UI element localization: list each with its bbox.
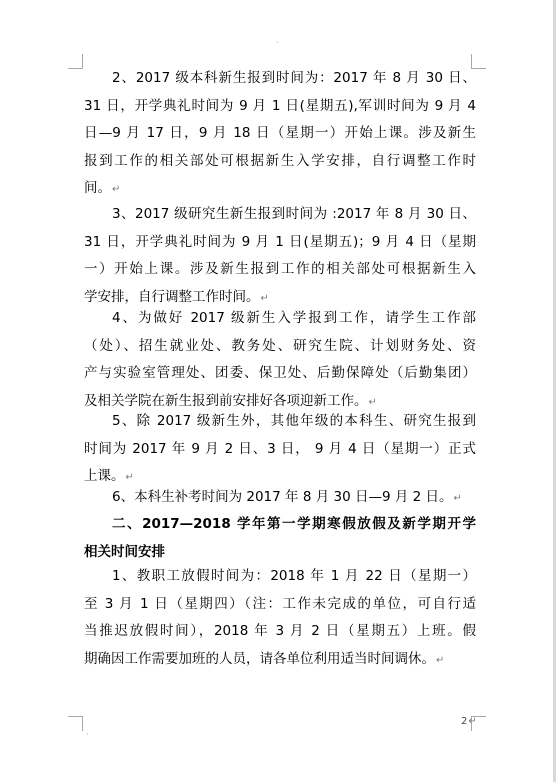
paragraph-line: 日—9 月 17 日，9 月 18 日（星期一）开始上课。涉及新生 (84, 125, 476, 141)
paragraph-line: 产与实验室管理处、团委、保卫处、后勤保障处（后勤集团） (84, 365, 476, 381)
paragraph-mark: ↵ (260, 292, 269, 304)
paragraph-mark: ↵ (368, 396, 377, 408)
paragraph-line: 相关时间安排 (84, 543, 165, 560)
page-number: 2↵ (461, 716, 477, 727)
paragraph-line: 1、教职工放假时间为：2018 年 1 月 22 日（星期一） (112, 568, 476, 584)
paragraph-line: 间。↵ (84, 180, 121, 196)
footer-paragraph-mark: · (86, 730, 89, 739)
paragraph-line: 上课。↵ (84, 468, 134, 484)
paragraph-line: 31 日，开学典礼时间为 9 月 1 日(星期五),军训时间为 9 月 4 (84, 97, 476, 114)
paragraph-mark: ↵ (125, 472, 134, 483)
crop-mark-top-right (471, 54, 486, 69)
paragraph-line: 至 3 月 1 日（星期四）（注：工作未完成的单位，可自行适 (84, 595, 476, 612)
paragraph-line: 期确因工作需要加班的人员，请各单位利用适当时间调休。↵ (84, 650, 445, 667)
paragraph-line: 5、除 2017 级新生外，其他年级的本科生、研究生报到 (112, 413, 476, 429)
paragraph-line: 学安排，自行调整工作时间。↵ (84, 288, 269, 305)
paragraph-line: 2、2017 级本科新生报到时间为：2017 年 8 月 30 日、 (112, 70, 476, 86)
crop-mark-top-left (68, 54, 83, 69)
paragraph-line: 6、本科生补考时间为 2017 年 8 月 30 日—9 月 2 日。↵ (112, 489, 462, 505)
paragraph-mark: ↵ (112, 184, 121, 195)
paragraph-mark: ↵ (453, 493, 462, 504)
paragraph-line: 4、为做好 2017 级新生入学报到工作，请学生工作部 (112, 310, 476, 326)
paragraph-mark: ↵ (436, 654, 445, 666)
paragraph-line: 31 日，开学典礼时间为 9 月 1 日(星期五)；9 月 4 日（星期 (84, 233, 476, 250)
paragraph-line: 时间为 2017 年 9 月 2 日、3 日， 9 月 4 日（星期一）正式 (84, 440, 476, 457)
crop-mark-bottom-left (68, 716, 83, 731)
paragraph-line: 报到工作的相关部处可根据新生入学安排，自行调整工作时 (84, 152, 476, 169)
paragraph-line: 当推迟放假时间），2018 年 3 月 2 日（星期五）上班。假 (84, 623, 476, 639)
paragraph-line: 及相关学院在新生报到前安排好各项迎新工作。↵ (84, 392, 377, 409)
paragraph-line: 3、2017 级研究生新生报到时间为 :2017 年 8 月 30 日、 (112, 206, 476, 222)
header-paragraph-mark: · (276, 38, 279, 47)
paragraph-line: （处）、招生就业处、教务处、研究生院、计划财务处、资 (84, 337, 476, 354)
paragraph-line: 一）开始上课。涉及新生报到工作的相关部处可根据新生入 (84, 261, 476, 277)
paragraph-line: 二、2017—2018 学年第一学期寒假放假及新学期开学 (112, 516, 476, 532)
